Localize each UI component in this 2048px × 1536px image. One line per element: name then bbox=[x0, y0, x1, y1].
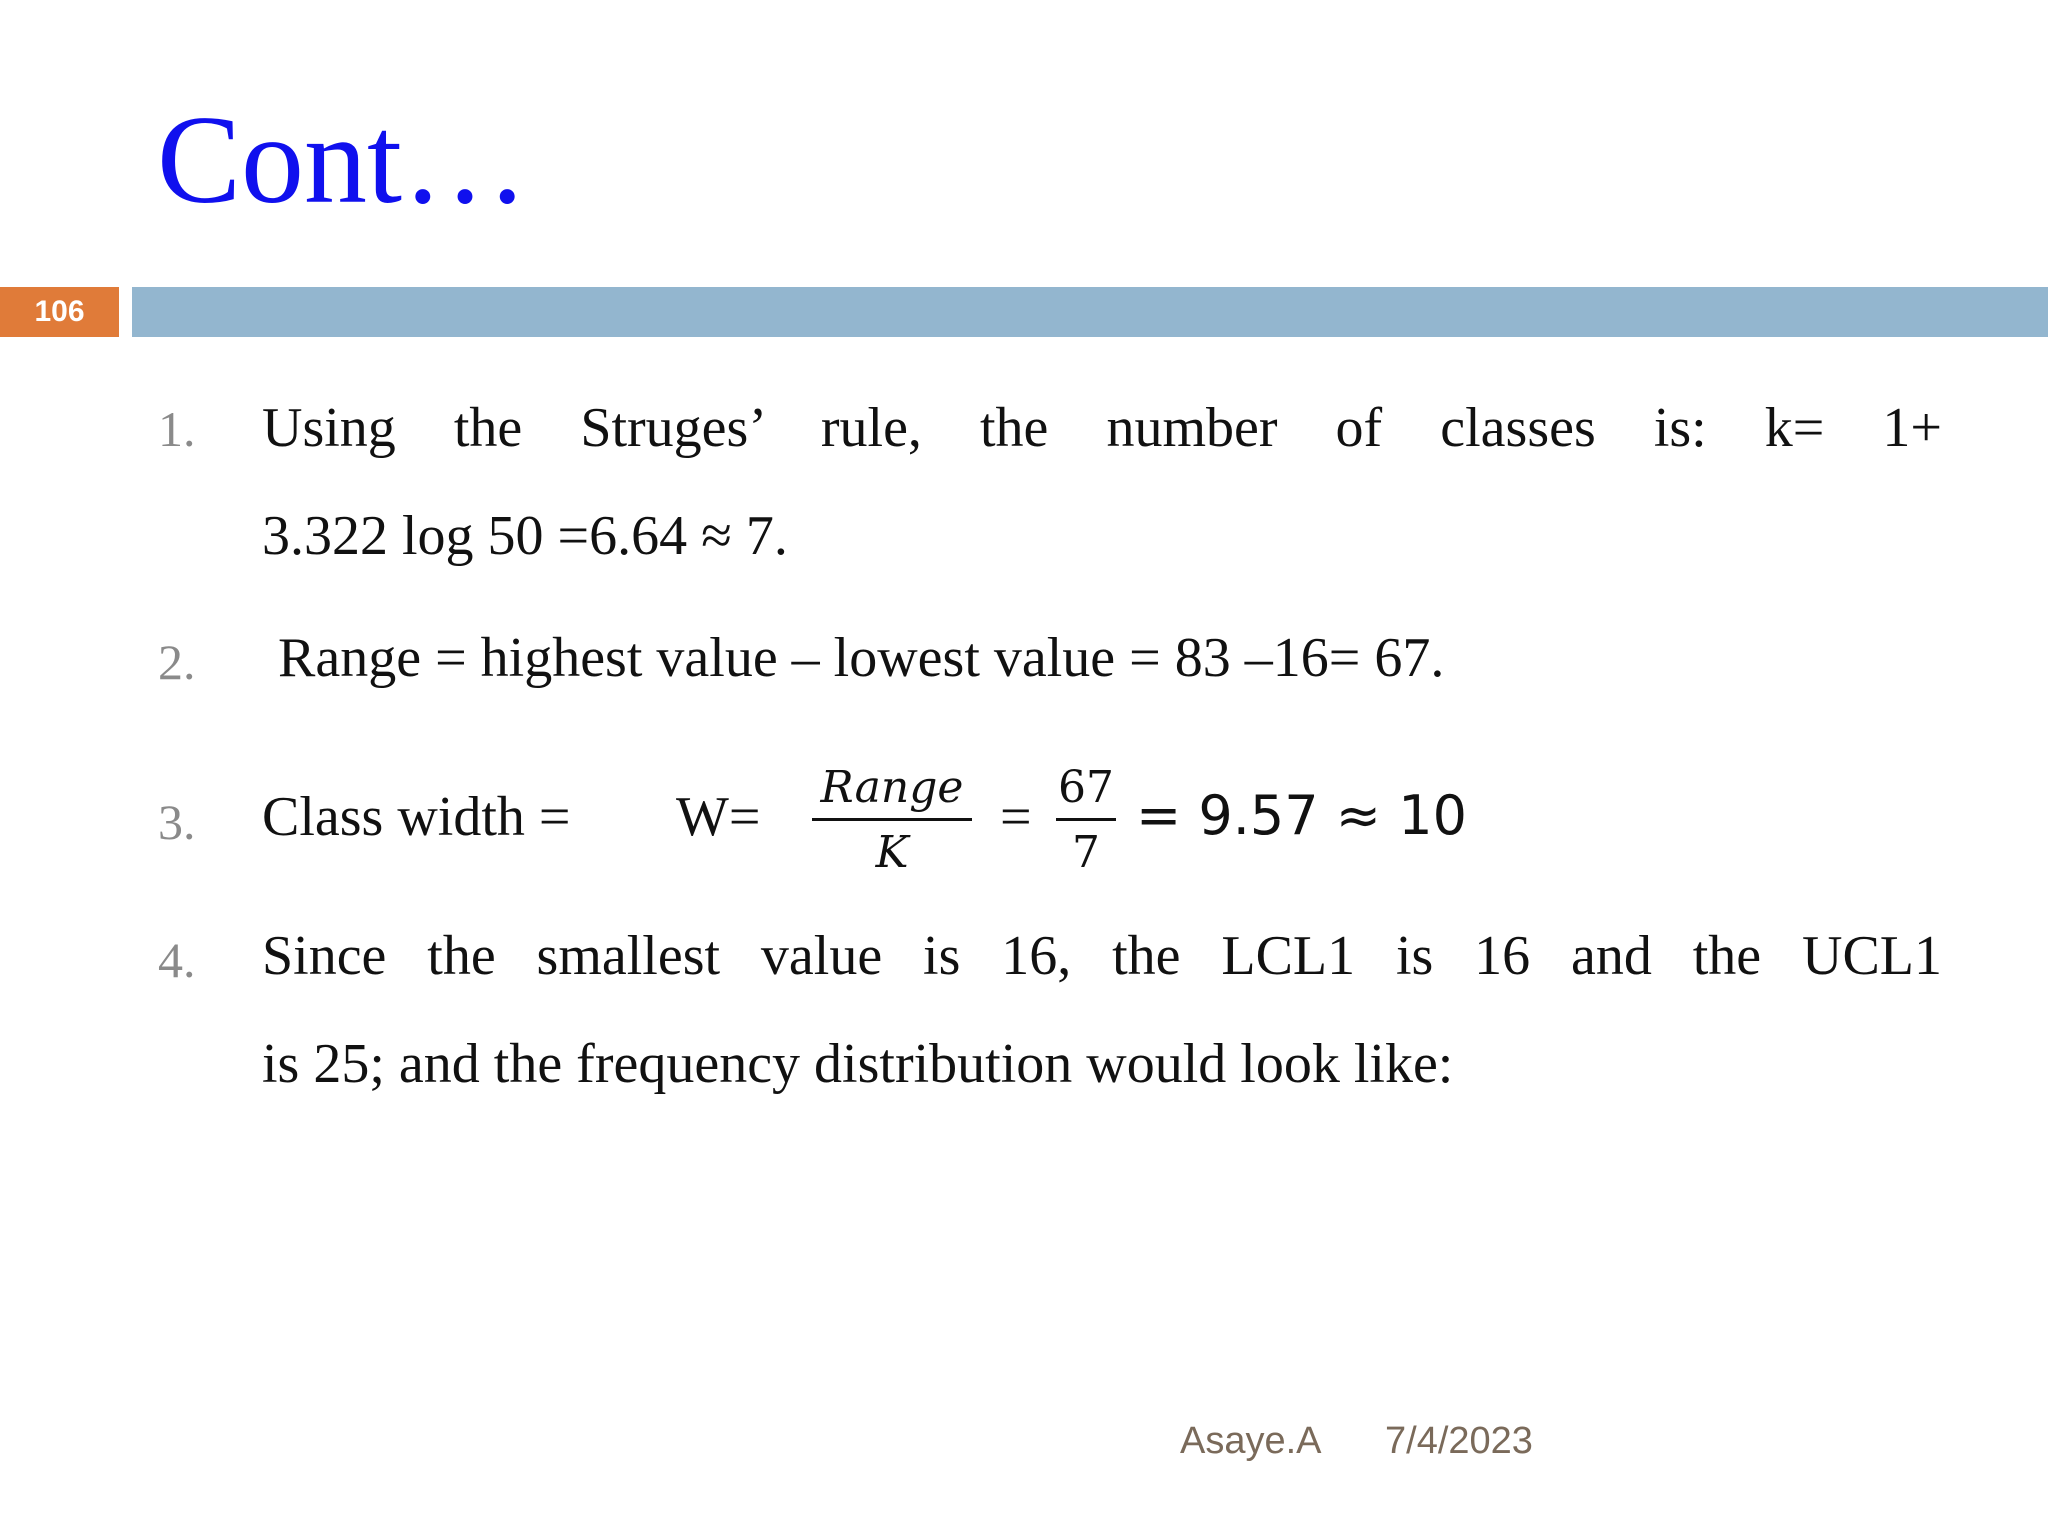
fraction-denominator: 7 bbox=[1072, 827, 1100, 878]
title-divider-bar bbox=[132, 287, 2048, 337]
item-number: 2. bbox=[158, 634, 196, 690]
footer-date: 7/4/2023 bbox=[1385, 1420, 1533, 1462]
item-number: 1. bbox=[158, 401, 196, 457]
slide-number-badge: 106 bbox=[0, 287, 119, 337]
fraction-denominator: K bbox=[875, 827, 909, 878]
footer-author: Asaye.A bbox=[1180, 1420, 1322, 1462]
item-4-line-2: is 25; and the frequency distribution would look like: bbox=[262, 1033, 1454, 1095]
fraction-numerator: 67 bbox=[1058, 762, 1114, 813]
slide-title: Cont… bbox=[157, 91, 529, 230]
fraction-67-over-7 bbox=[1056, 762, 1116, 879]
item-2-text: Range = highest value – lowest value = 83 –16= 67. bbox=[278, 627, 1445, 689]
w-label: W= bbox=[676, 786, 761, 848]
class-width-result: = 9.57 ≈ 10 bbox=[1136, 784, 1467, 847]
fraction-numerator: Range bbox=[820, 762, 964, 813]
fraction-range-over-k bbox=[812, 762, 972, 879]
equals-sign: = bbox=[1000, 786, 1032, 848]
fraction-bar bbox=[1056, 818, 1116, 821]
item-1-line-1: Using the Struges’ rule, the number of classes is: k= 1+ bbox=[262, 397, 1942, 459]
item-1-line-2: 3.322 log 50 =6.64 ≈ 7. bbox=[262, 505, 788, 567]
item-4-line-1: Since the smallest value is 16, the LCL1 is 16 and the UCL1 bbox=[262, 925, 1942, 987]
item-number: 3. bbox=[158, 794, 196, 850]
item-number: 4. bbox=[158, 932, 196, 988]
class-width-label: Class width = bbox=[262, 786, 571, 848]
fraction-bar bbox=[812, 818, 972, 821]
